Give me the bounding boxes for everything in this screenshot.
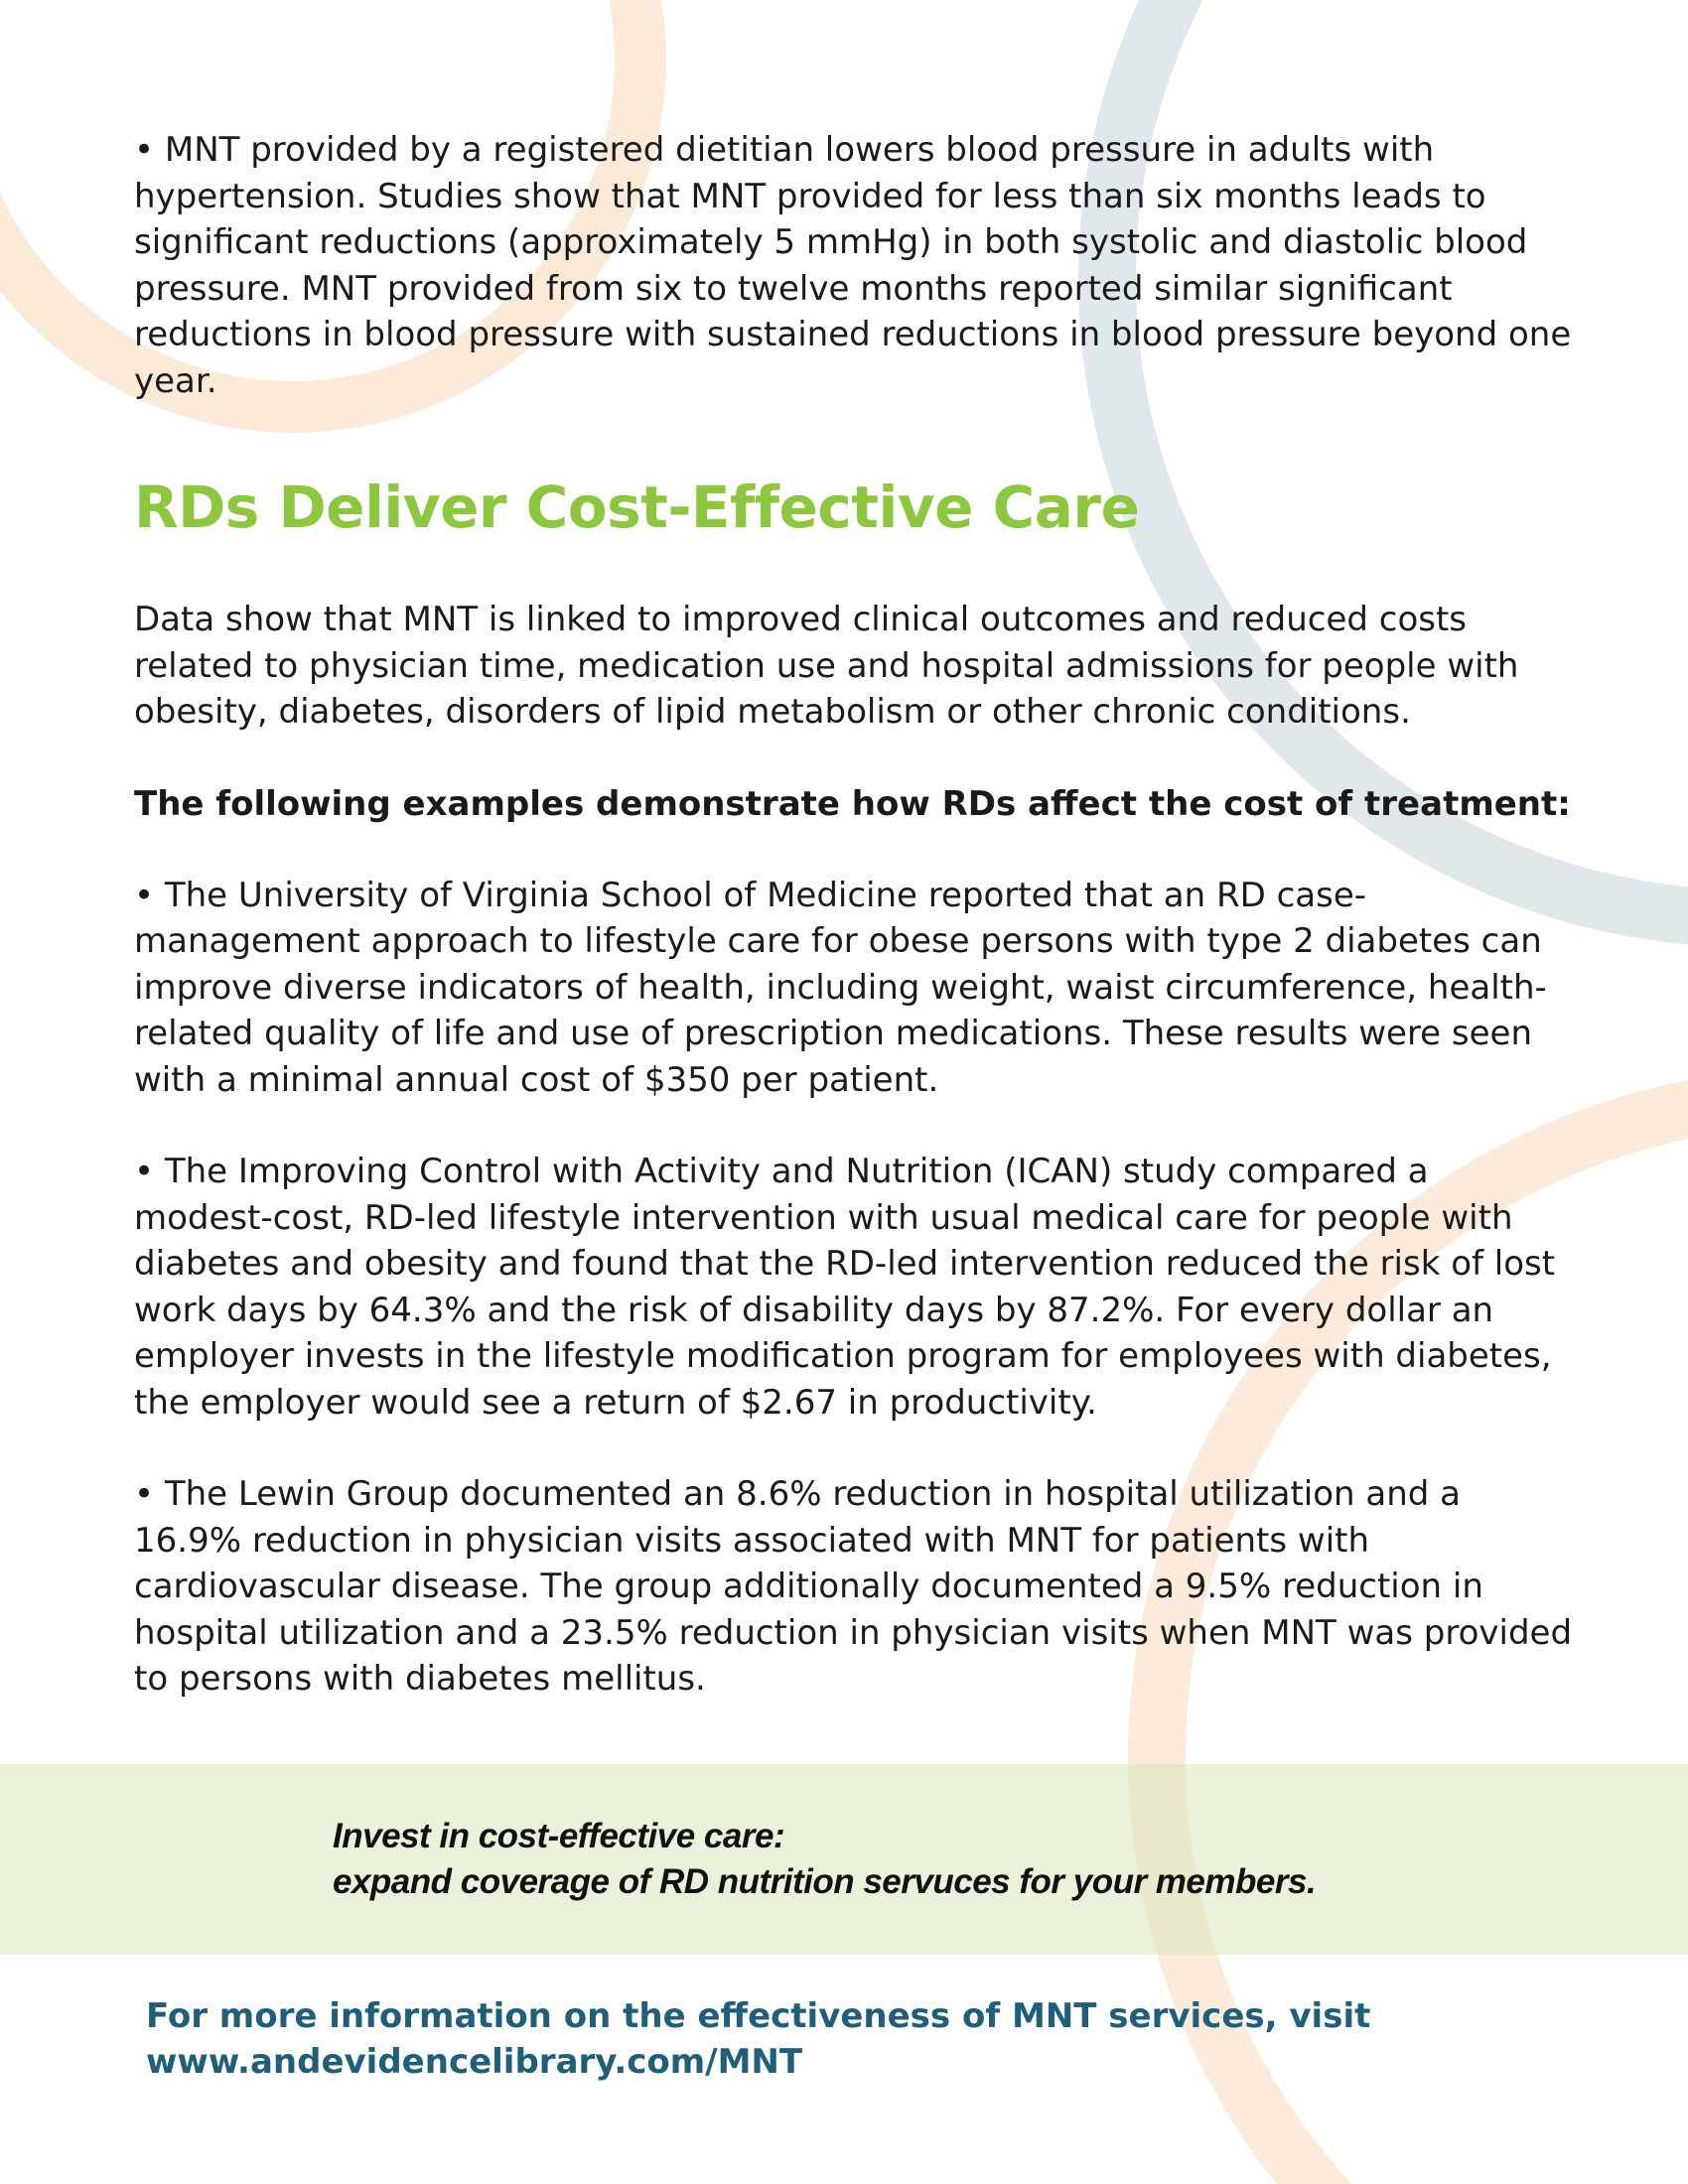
footer-line: For more information on the effectiveness of MNT services, visit <box>146 1996 1371 2036</box>
cta-line-2: expand coverage of RD nutrition servuces for your members. <box>333 1862 1317 1901</box>
call-to-action-band <box>0 1764 1688 1955</box>
lewin-bullet: • The Lewin Group documented an 8.6% reduction in hospital utilization and a 16.9% reduction in physician visits associated with MNT for patients with cardiovascular disease. The group additionally documented a 9.5% reduction in hospital utilization and a 23.5% reduction in physician visits when MNT was provided to persons with diabetes mellitus. <box>134 1474 1573 1699</box>
cta-line-1: Invest in cost-effective care: <box>333 1817 785 1855</box>
blood-pressure-bullet: • MNT provided by a registered dietitian lowers blood pressure in adults with hypertension. Studies show that MNT provided for less than six months leads to significant reductions (approximately 5 mmHg) in both systolic and diastolic blood pressure. MNT provided from six to twelve months reported similar significant reductions in blood pressure with sustained reductions in blood pressure beyond one year. <box>134 130 1572 401</box>
main-content <box>134 127 1574 1703</box>
examples-lead: The following examples demonstrate how RDs affect the cost of treatment: <box>134 783 1571 824</box>
evidence-library-link[interactable]: www.andevidencelibrary.com/MNT <box>146 2042 803 2082</box>
call-to-action-text <box>333 1814 1316 1905</box>
section-heading: RDs Deliver Cost-Effective Care <box>134 474 1140 541</box>
uva-bullet: • The University of Virginia School of Medicine reported that an RD case-management approach to lifestyle care for obese persons with type 2 diabetes can improve diverse indicators of health, including weight, waist circumference, health-related quality of life and use of prescription medications. These results were seen with a minimal annual cost of $350 per patient. <box>134 875 1547 1100</box>
ican-bullet: • The Improving Control with Activity and Nutrition (ICAN) study compared a modest-cost, RD-led lifestyle intervention with usual medical care for people with diabetes and obesity and found that the RD-led intervention reduced the risk of lost work days by 64.3% and the risk of disability days by 87.2%. For every dollar an employer invests in the lifestyle modification program for employees with diabetes, the employer would see a return of $2.67 in productivity. <box>134 1152 1556 1423</box>
intro-paragraph: Data show that MNT is linked to improved clinical outcomes and reduced costs related to physician time, medication use and hospital admissions for people with obesity, diabetes, disorders of lipid metabolism or other chronic conditions. <box>134 600 1519 732</box>
footer-info <box>146 1993 1370 2085</box>
